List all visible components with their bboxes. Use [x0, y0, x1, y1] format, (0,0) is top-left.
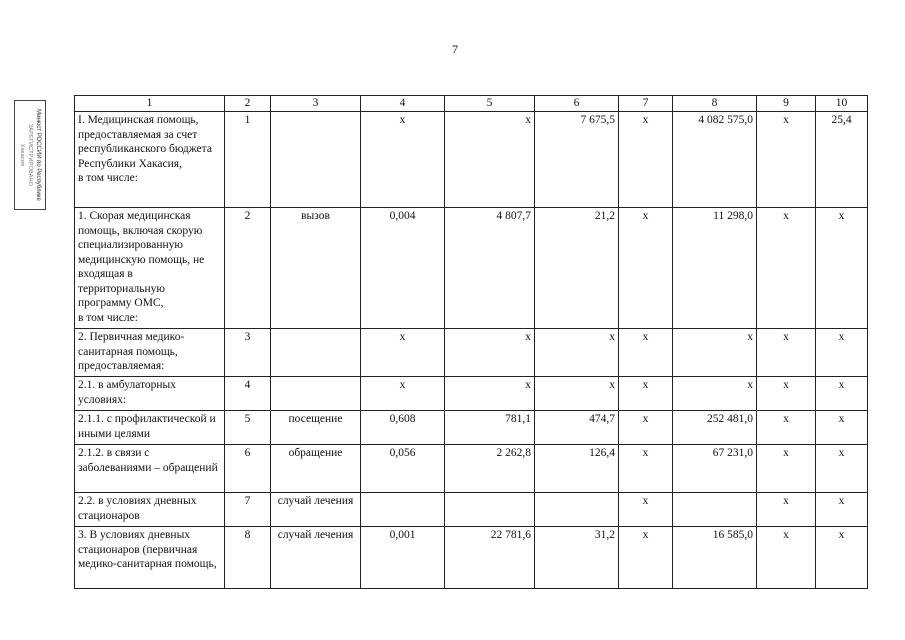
table-cell: 4 807,7 [445, 208, 535, 329]
column-header: 8 [673, 96, 757, 112]
table-cell: 21,2 [535, 208, 619, 329]
column-header: 10 [816, 96, 868, 112]
table-cell: 67 231,0 [673, 445, 757, 493]
table-cell: 7 675,5 [535, 112, 619, 208]
table-cell: х [673, 329, 757, 377]
table-header-row [75, 96, 868, 112]
table-cell: х [757, 112, 816, 208]
table-cell: х [619, 112, 673, 208]
column-header: 2 [225, 96, 271, 112]
table-cell: 0,004 [361, 208, 445, 329]
row-label-cell: 2.1. в амбулаторных условиях: [75, 377, 225, 411]
stamp-line-3: Хакасия [19, 143, 25, 167]
table-cell: 474,7 [535, 411, 619, 445]
table-cell: х [757, 445, 816, 493]
table-row [75, 208, 868, 329]
registration-stamp [14, 100, 46, 210]
table-cell: х [535, 329, 619, 377]
table-cell: 781,1 [445, 411, 535, 445]
table-cell: х [816, 527, 868, 589]
table-cell: х [816, 411, 868, 445]
column-header: 5 [445, 96, 535, 112]
table-row [75, 445, 868, 493]
table-cell: х [816, 493, 868, 527]
table-cell: х [757, 329, 816, 377]
table-cell: х [361, 112, 445, 208]
column-header: 4 [361, 96, 445, 112]
table-cell: 2 262,8 [445, 445, 535, 493]
column-header: 1 [75, 96, 225, 112]
table-cell: х [619, 377, 673, 411]
table-cell: 8 [225, 527, 271, 589]
table-cell: х [757, 411, 816, 445]
table-cell: 16 585,0 [673, 527, 757, 589]
table-cell [271, 329, 361, 377]
table-cell: 0,608 [361, 411, 445, 445]
table-cell: х [757, 208, 816, 329]
table-cell: 11 298,0 [673, 208, 757, 329]
table-cell: х [445, 112, 535, 208]
row-label-cell: 1. Скорая медицинская помощь, включая скорую специализированную медицинскую помощь, не входящая в территориальную программу ОМС, в том числе: [75, 208, 225, 329]
table-cell: х [535, 377, 619, 411]
row-label-cell: I. Медицинская помощь, предоставляемая за счет республиканского бюджета Республики Хакасия, в том числе: [75, 112, 225, 208]
row-label-cell: 2.2. в условиях дневных стационаров [75, 493, 225, 527]
stamp-line-2: ЗАРЕГИСТРИРОВАНО [27, 123, 33, 187]
table-cell: вызов [271, 208, 361, 329]
table-cell: 126,4 [535, 445, 619, 493]
table-cell: 0,056 [361, 445, 445, 493]
table-cell: х [619, 208, 673, 329]
column-header: 3 [271, 96, 361, 112]
column-header: 7 [619, 96, 673, 112]
table-cell: 25,4 [816, 112, 868, 208]
stamp-line-1: Минюст РОССИИ по Республике [35, 109, 41, 201]
page-number: 7 [452, 42, 458, 56]
table-cell: 31,2 [535, 527, 619, 589]
table-cell: х [816, 208, 868, 329]
table-cell: х [445, 377, 535, 411]
financing-table [74, 95, 868, 589]
table-cell: х [757, 377, 816, 411]
table-cell: х [361, 377, 445, 411]
table-cell: 0,001 [361, 527, 445, 589]
row-label-cell: 2.1.2. в связи с заболеваниями – обращений [75, 445, 225, 493]
stamp-text [18, 109, 42, 201]
table-cell: случай лечения [271, 493, 361, 527]
table-cell: 4 082 575,0 [673, 112, 757, 208]
table-cell: х [757, 493, 816, 527]
table-cell: х [619, 411, 673, 445]
table-cell [271, 112, 361, 208]
table-cell [445, 493, 535, 527]
table-cell: обращение [271, 445, 361, 493]
table-cell: х [619, 445, 673, 493]
table-cell: 22 781,6 [445, 527, 535, 589]
table-cell [361, 493, 445, 527]
table-cell: х [816, 445, 868, 493]
table-cell: 6 [225, 445, 271, 493]
table-row [75, 527, 868, 589]
table-cell: х [816, 329, 868, 377]
table-cell [271, 377, 361, 411]
table-cell: 1 [225, 112, 271, 208]
table-cell: посещение [271, 411, 361, 445]
table-cell: 4 [225, 377, 271, 411]
table-cell: случай лечения [271, 527, 361, 589]
table-cell: х [619, 493, 673, 527]
table-cell: 3 [225, 329, 271, 377]
row-label-cell: 2.1.1. с профилактической и иными целями [75, 411, 225, 445]
table-row [75, 377, 868, 411]
column-header: 9 [757, 96, 816, 112]
table-cell: х [361, 329, 445, 377]
table-row [75, 493, 868, 527]
row-label-cell: 2. Первичная медико-санитарная помощь, предоставляемая: [75, 329, 225, 377]
table-cell: х [445, 329, 535, 377]
table-cell: х [619, 527, 673, 589]
table-cell: х [619, 329, 673, 377]
table-row [75, 411, 868, 445]
table-cell: 7 [225, 493, 271, 527]
table-cell: 2 [225, 208, 271, 329]
table-cell: х [816, 377, 868, 411]
table-cell: х [673, 377, 757, 411]
table-row [75, 112, 868, 208]
table-cell: 252 481,0 [673, 411, 757, 445]
row-label-cell: 3. В условиях дневных стационаров (первичная медико-санитарная помощь, [75, 527, 225, 589]
table-row [75, 329, 868, 377]
table-cell: х [757, 527, 816, 589]
table-cell: 5 [225, 411, 271, 445]
column-header: 6 [535, 96, 619, 112]
table-cell [673, 493, 757, 527]
table-cell [535, 493, 619, 527]
